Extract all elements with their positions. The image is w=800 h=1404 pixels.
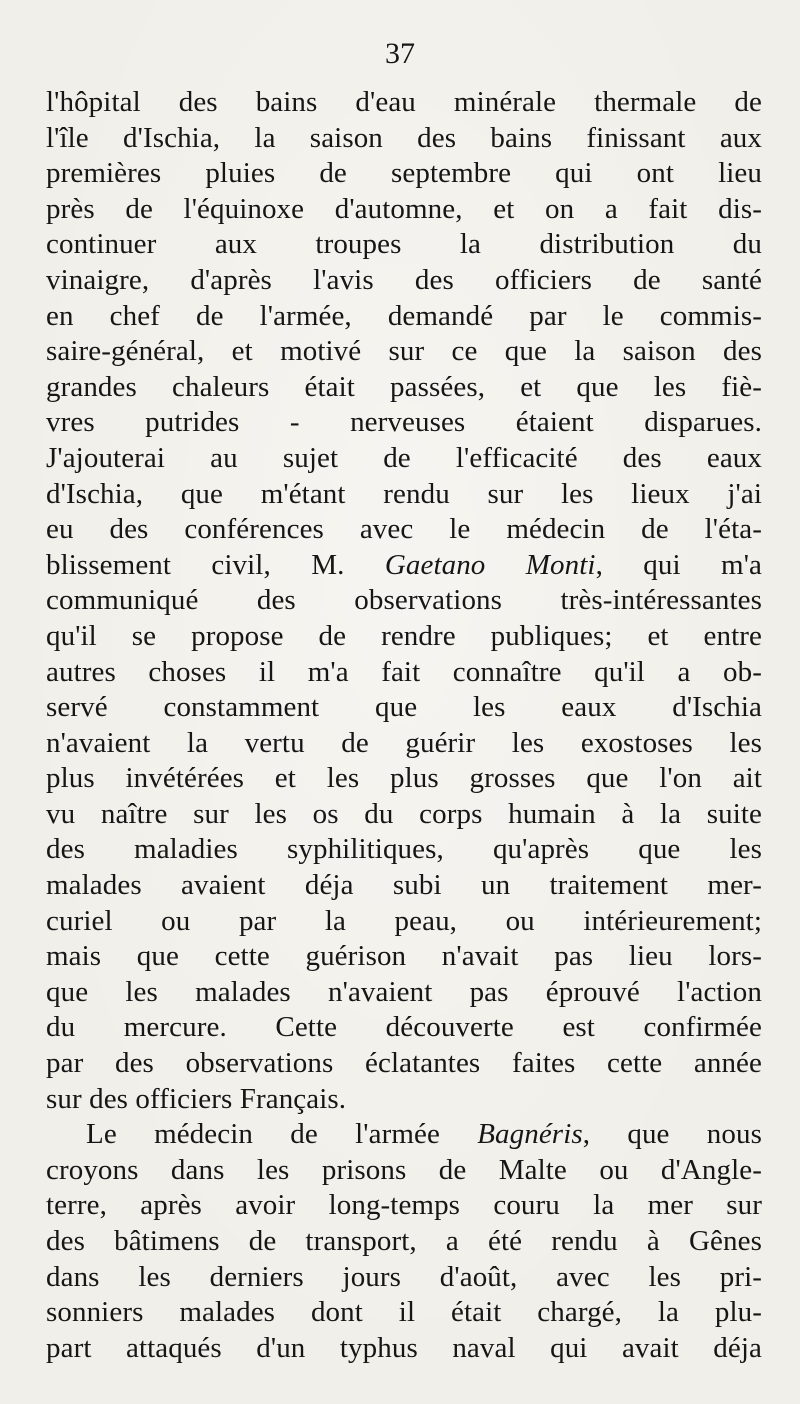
text-line: en chef de l'armée, demandé par le commis- [46,299,762,332]
text-line: mais que cette guérison n'avait pas lieu lors- [46,940,762,973]
text-line [46,548,762,584]
text-line: grandes chaleurs était passées, et que les fiè- [46,370,762,403]
text-line: des bâtimens de transport, a été rendu à Gênes [46,1225,762,1257]
text-line: près de l'équinoxe d'automne, et on a fait dis- [46,192,762,225]
text-line: plus invétérées et les plus grosses que l'on ait [46,762,762,795]
text-line: des maladies syphilitiques, qu'après que les [46,833,762,866]
text-line: qu'il se propose de rendre publiques; et entre [46,619,762,652]
body-text [46,85,762,1366]
text-segment: blissement civil, M. [46,548,385,581]
text-line: que les malades n'avaient pas éprouvé l'action [46,975,762,1008]
page-number: 37 [385,37,415,70]
text-line: curiel ou par la peau, ou intérieurement; [46,904,762,937]
text-line: d'Ischia, que m'étant rendu sur les lieux j'ai [46,477,762,510]
text-line: n'avaient la vertu de guérir les exostoses les [46,726,762,759]
text-line: saire-général, et motivé sur ce que la saison des [46,335,762,368]
text-line: par des observations éclatantes faites cette année [46,1047,762,1080]
text-line: vinaigre, d'après l'avis des officiers de santé [46,263,762,296]
text-line [46,1117,762,1153]
text-segment: , qui m'a [595,548,762,581]
text-line: croyons dans les prisons de Malte ou d'Angle- [46,1153,762,1186]
text-line: continuer aux troupes la distribution du [46,228,762,261]
text-line: J'ajouterai au sujet de l'efficacité des eaux [46,441,762,474]
text-line: servé constamment que les eaux d'Ischia [46,691,762,724]
text-line: du mercure. Cette découverte est confirmée [46,1011,762,1044]
text-line: communiqué des observations très-intéressantes [46,584,762,617]
text-line: vu naître sur les os du corps humain à la suite [46,797,762,830]
text-line: sur des officiers Français. [46,1082,347,1115]
text-line: vres putrides - nerveuses étaient disparues. [46,406,762,439]
italic-name: Gaetano Monti [384,548,596,581]
text-line: l'hôpital des bains d'eau minérale thermale de [46,86,762,118]
text-segment: , que nous [582,1118,762,1151]
italic-name: Bagnéris [477,1118,583,1151]
text-line: l'île d'Ischia, la saison des bains finissant aux [46,121,762,154]
text-line: autres choses il m'a fait connaître qu'il a ob- [46,655,762,688]
text-segment: Le médecin de l'armée [86,1118,478,1151]
text-line: part attaqués d'un typhus naval qui avait déja [46,1331,762,1364]
text-line: malades avaient déja subi un traitement mer- [46,869,762,902]
text-line: premières pluies de septembre qui ont lieu [46,157,762,190]
text-line: terre, après avoir long-temps couru la mer sur [46,1189,762,1222]
text-line: eu des conférences avec le médecin de l'éta- [46,513,762,546]
text-line: sonniers malades dont il était chargé, la plu- [46,1296,762,1329]
text-line: dans les derniers jours d'août, avec les pri- [46,1260,762,1293]
